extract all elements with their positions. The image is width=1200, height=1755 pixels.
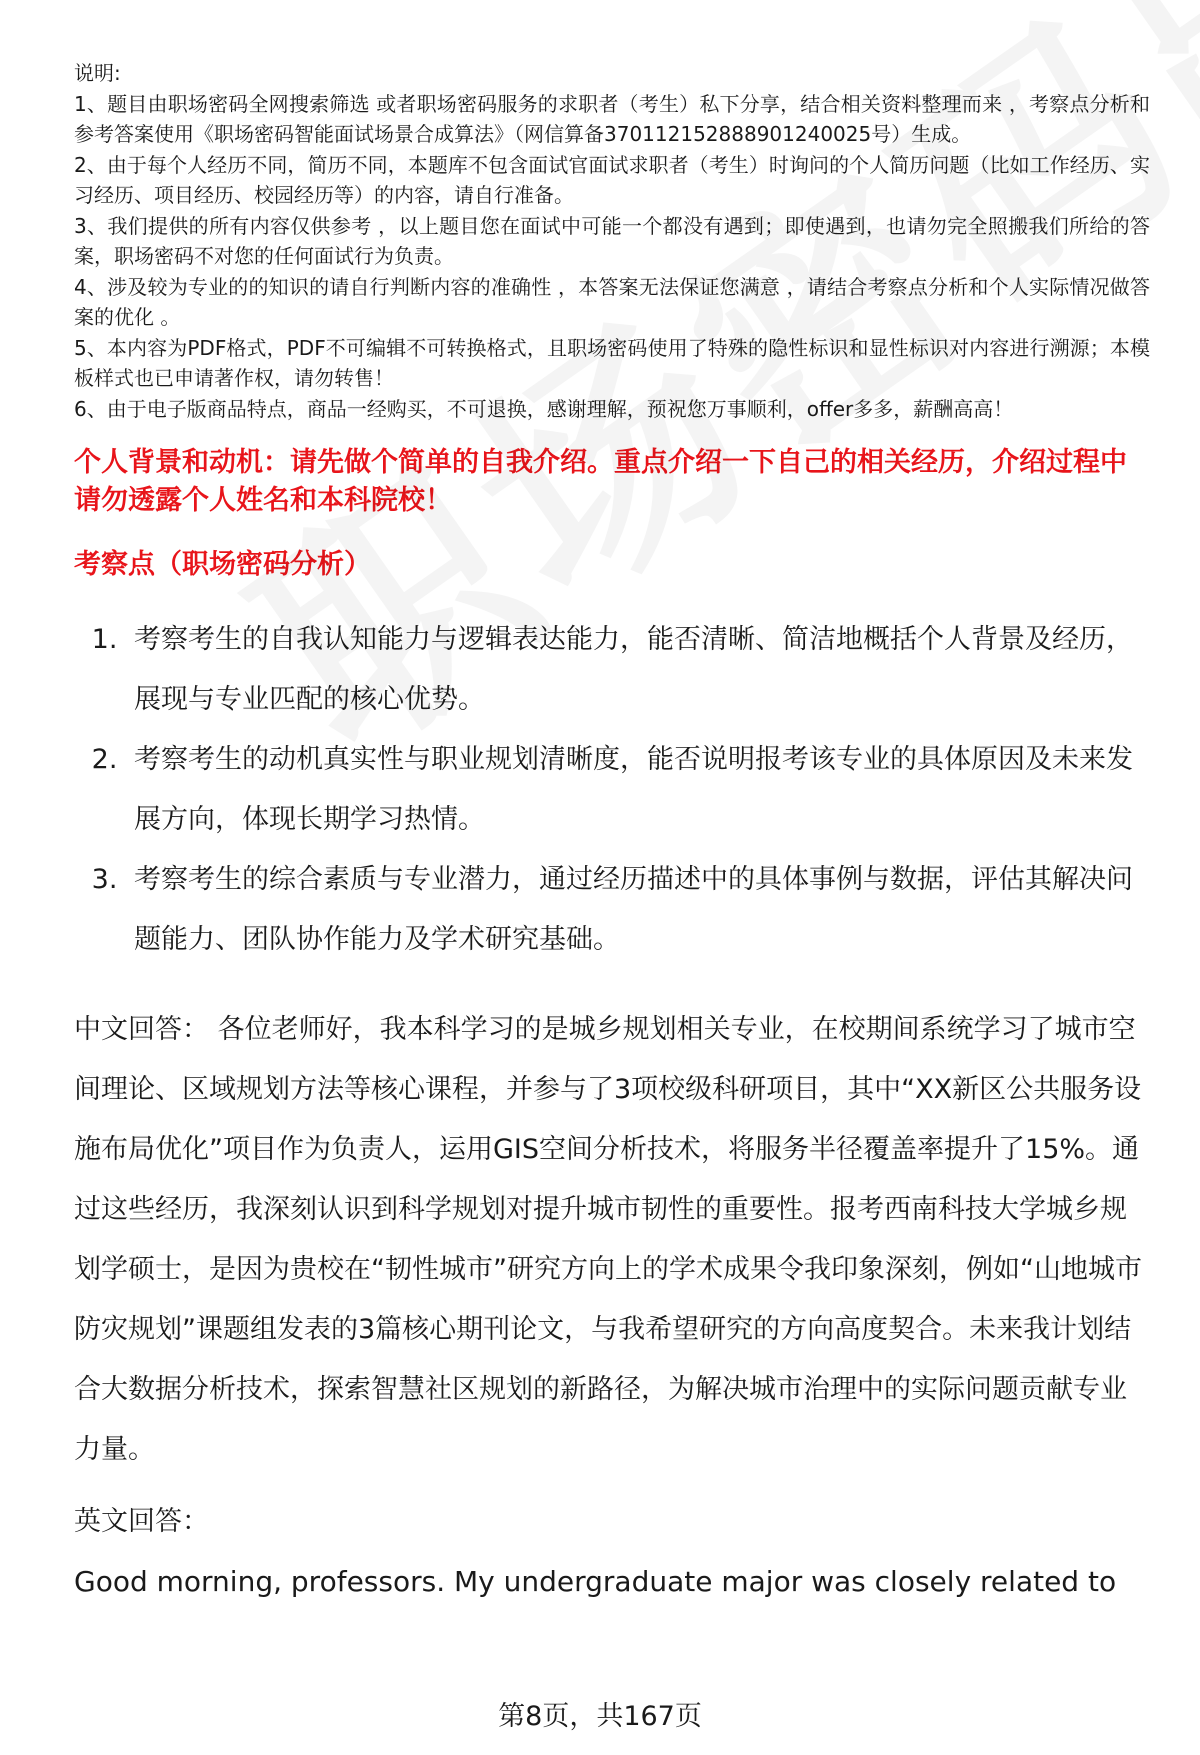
analysis-list: [74, 610, 1150, 970]
chinese-answer: 中文回答： 各位老师好，我本科学习的是城乡规划相关专业，在校期间系统学习了城市空间理论、区域规划方法等核心课程，并参与了3项校级科研项目，其中“XX新区公共服务设施布局优化”项目作为负责人，运用GIS空间分析技术，将服务半径覆盖率提升了15%。通过这些经历，我深刻认识到科学规划对提升城市韧性的重要性。报考西南科技大学城乡规划学硕士，是因为贵校在“韧性城市”研究方向上的学术成果令我印象深刻，例如“山地城市防灾规划”课题组发表的3篇核心期刊论文，与我希望研究的方向高度契合。未来我计划结合大数据分析技术，探索智慧社区规划的新路径，为解决城市治理中的实际问题贡献专业力量。: [74, 1014, 1142, 1465]
page-footer: 第8页，共167页: [498, 1701, 702, 1732]
english-answer-text: Good morning, professors. My undergraduate major was closely related to: [74, 1565, 1117, 1598]
analysis-heading: 考察点（职场密码分析）: [74, 549, 371, 580]
analysis-point-1: 1. 考察考生的自我认知能力与逻辑表达能力，能否清晰、简洁地概括个人背景及经历，展现与专业匹配的核心优势。: [126, 610, 1150, 730]
analysis-point-2: 2. 考察考生的动机真实性与职业规划清晰度，能否说明报考该专业的具体原因及未来发展方向，体现长期学习热情。: [126, 730, 1150, 850]
note-item-1: 1、题目由职场密码全网搜索筛选 或者职场密码服务的求职者（考生）私下分享，结合相关资料整理而来 ，考察点分析和参考答案使用《职场密码智能面试场景合成算法》（网信算备370112152888901240025号）生成。: [74, 91, 1150, 146]
notes-title: 说明:: [74, 61, 121, 85]
note-item-3: 3、我们提供的所有内容仅供参考 ，以上题目您在面试中可能一个都没有遇到；即使遇到，也请勿完全照搬我们所给的答案，职场密码不对您的任何面试行为负责。: [74, 213, 1150, 268]
note-item-2: 2、由于每个人经历不同，简历不同，本题库不包含面试官面试求职者（考生）时询问的个人简历问题（比如工作经历、实习经历、项目经历、校园经历等）的内容，请自行准备。: [74, 152, 1150, 207]
question-heading: 个人背景和动机：请先做个简单的自我介绍。重点介绍一下自己的相关经历，介绍过程中请勿透露个人姓名和本科院校！: [74, 447, 1127, 516]
note-item-5: 5、本内容为PDF格式，PDF不可编辑不可转换格式，且职场密码使用了特殊的隐性标识和显性标识对内容进行溯源；本模板样式也已申请著作权，请勿转售！: [74, 335, 1150, 390]
note-item-6: 6、由于电子版商品特点，商品一经购买，不可退换，感谢理解，预祝您万事顺利，offer多多，薪酬高高！: [74, 396, 1014, 421]
analysis-point-3: 3. 考察考生的综合素质与专业潜力，通过经历描述中的具体事例与数据，评估其解决问题能力、团队协作能力及学术研究基础。: [126, 850, 1150, 970]
notes-section: [74, 58, 1150, 424]
english-answer-label: 英文回答：: [74, 1506, 209, 1537]
note-item-4: 4、涉及较为专业的的知识的请自行判断内容的准确性 ，本答案无法保证您满意 ，请结合考察点分析和个人实际情况做答案的优化 。: [74, 274, 1150, 329]
